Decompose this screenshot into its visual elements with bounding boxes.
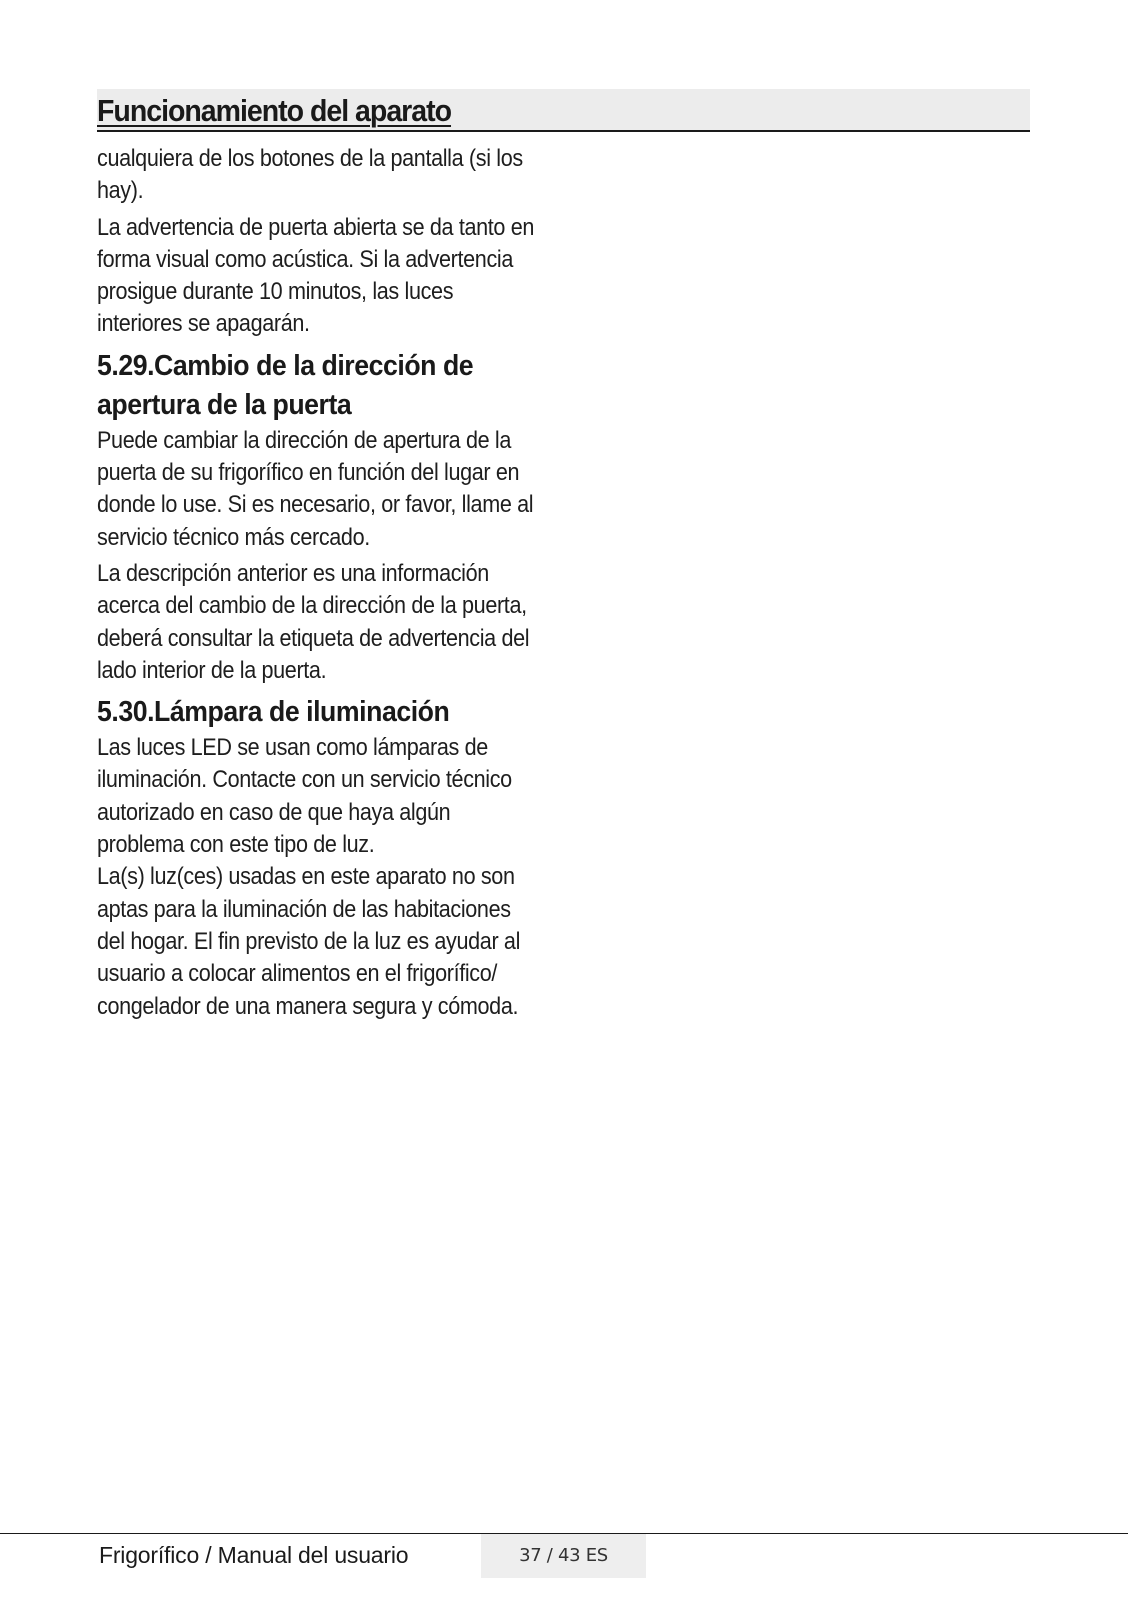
section-heading-5-29 bbox=[97, 347, 567, 425]
section-header-band bbox=[97, 89, 1030, 132]
text-line: Las luces LED se usan como lámparas de bbox=[97, 734, 488, 762]
text-line: autorizado en caso de que haya algún bbox=[97, 798, 451, 826]
text-line: La descripción anterior es una información bbox=[97, 559, 489, 587]
text-line: usuario a colocar alimentos en el frigorífico/ bbox=[97, 960, 498, 988]
text-line: aptas para la iluminación de las habitaciones bbox=[97, 895, 511, 923]
paragraph bbox=[97, 732, 567, 1023]
page-number: 37 / 43 ES bbox=[481, 1534, 646, 1578]
text-line: lado interior de la puerta. bbox=[97, 656, 327, 684]
text-line: acerca del cambio de la dirección de la puerta, bbox=[97, 592, 527, 620]
page-title: Funcionamiento del aparato bbox=[97, 93, 452, 128]
paragraph bbox=[97, 212, 567, 341]
text-line: donde lo use. Si es necesario, or favor, llame al bbox=[97, 491, 534, 519]
text-line: La advertencia de puerta abierta se da tanto en bbox=[97, 213, 535, 241]
text-line: problema con este tipo de luz. bbox=[97, 831, 375, 859]
text-line: prosigue durante 10 minutos, las luces bbox=[97, 278, 454, 306]
text-line: puerta de su frigorífico en función del lugar en bbox=[97, 459, 520, 487]
text-line: deberá consultar la etiqueta de advertencia del bbox=[97, 624, 530, 652]
section-heading-5-30 bbox=[97, 693, 567, 732]
heading-line: 5.29.Cambio de la dirección de bbox=[97, 349, 474, 382]
text-line: congelador de una manera segura y cómoda. bbox=[97, 992, 519, 1020]
paragraph bbox=[97, 558, 567, 687]
heading-line: 5.30.Lámpara de iluminación bbox=[97, 696, 450, 729]
paragraph bbox=[97, 143, 567, 208]
text-line: iluminación. Contacte con un servicio técnico bbox=[97, 766, 512, 794]
text-line: servicio técnico más cercado. bbox=[97, 523, 370, 551]
text-line: La(s) luz(ces) usadas en este aparato no son bbox=[97, 863, 515, 891]
paragraph bbox=[97, 425, 567, 554]
text-line: interiores se apagarán. bbox=[97, 310, 310, 338]
heading-line: apertura de la puerta bbox=[97, 388, 352, 421]
footer-manual-title: Frigorífico / Manual del usuario bbox=[99, 1542, 409, 1568]
text-column bbox=[97, 143, 567, 1023]
text-line: hay). bbox=[97, 177, 144, 205]
text-line: cualquiera de los botones de la pantalla (si los bbox=[97, 145, 523, 172]
text-line: Puede cambiar la dirección de apertura de la bbox=[97, 426, 512, 454]
text-line: del hogar. El fin previsto de la luz es ayudar al bbox=[97, 927, 521, 955]
text-line: forma visual como acústica. Si la advertencia bbox=[97, 245, 513, 273]
